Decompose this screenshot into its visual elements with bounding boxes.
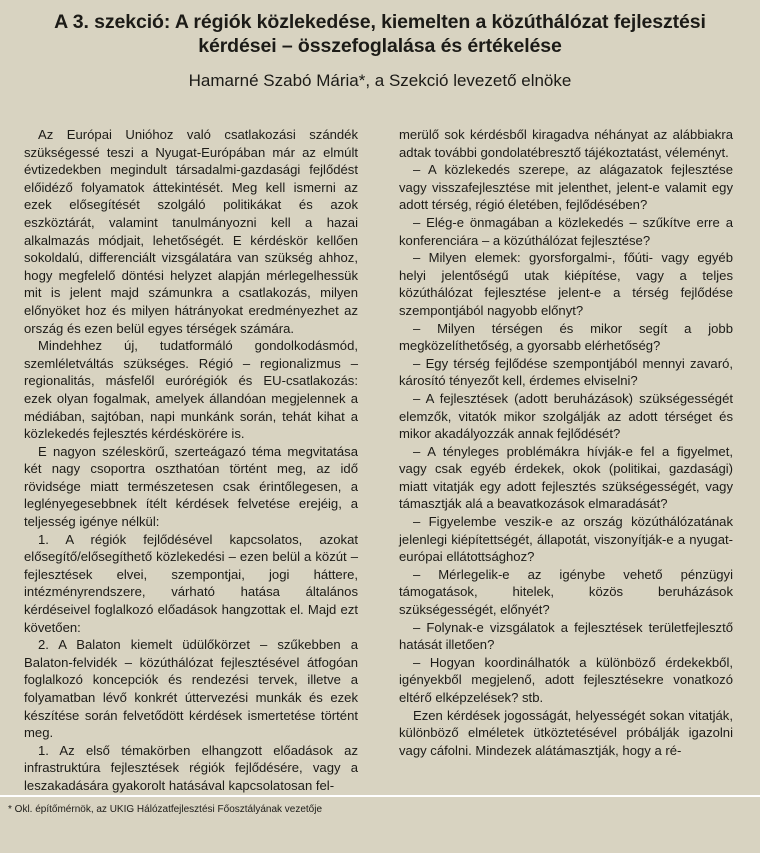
question-item: – Egy térség fejlődése szempontjából mennyi zavaró, károsító tényezőt kell, érdemes elviselni? [399,355,733,389]
paragraph: 2. A Balaton kiemelt üdülőkörzet – szűkebben a Balaton-felvidék – közúthálózat fejlesztésével átfogóan foglalkozó koncepciók és rendezési tervek, illetve a folyamatban lévő konkrét úttervezési munkák és ezek készítése során felvetődött kérdések ismertetése történt meg. [24,637,358,741]
question-item: – A tényleges problémákra hívják-e fel a figyelmet, vagy csak egyéb érdekek, okok (politikai, gazdasági) miatt vitatják egy adott fejlesztés szükségességét, vagy támasztják alá a beavatkozások elmaradását? [399,443,733,512]
paragraph: Mindehhez új, tudatformáló gondolkodásmód, szemléletváltás szükséges. Régió – regionalizmus – regionalitás, másfelől eurórégiók és EU-csatlakozás: ezek olyan fogalmak, amelyek állandóan megjelennek a médiában, sajtóban, napi munkánk során, tehát kihat a közlekedés fejlesztés kérdéskörére is. [24,338,358,442]
right-column [399,126,733,759]
left-column [24,126,358,795]
paragraph: E nagyon széleskörű, szerteágazó téma megvitatása két nagy csoportra oszthatóan történt meg, az idő rövidsége miatt természetesen csak érintőlegesen, a leglényegesebbnek ítélt kérdések felvetése erejéig, a teljesség igénye nélkül: [24,443,358,530]
paragraph: 1. Az első témakörben elhangzott előadások az infrastruktúra fejlesztések régiók fejlődésére, vagy a leszakadására gyakorolt hatásával kapcsolatosan fel- [24,742,358,793]
author-line: Hamarné Szabó Mária*, a Szekció levezető elnöke [188,71,572,90]
paragraph-continuation: merülő sok kérdésből kiragadva néhányat az alábbiakra adtak további gondolatébresztő tájékoztatást, véleményt. [399,127,733,160]
paragraph: Az Európai Unióhoz való csatlakozási szándék szükségessé teszi a Nyugat-Európában már az elmúlt évtizedekben megindult társadalmi-gazdasági fejlődést előidéző folyamatok áttekintését. Meg kell ismerni az ezek elősegítését szolgáló politikákat és azok eszköztárát, valamint tanulmányozni kell a hazai alkalmazás módjait, lehetőségét. E kérdéskör kellően sokoldalú, differenciált vizsgálatára van szükség ahhoz, hogy megfelelő döntési helyzet alapján mérlegelhessük mit is jelent majd számunkra a csatlakozás, milyen előnyöket hoz és milyen hátrányokat eredményezhet az ország és ezen belül egyes térségek számára. [24,127,358,336]
question-item: – Folynak-e vizsgálatok a fejlesztések területfejlesztő hatását illetően? [399,619,733,653]
question-item: – Mérlegelik-e az igénybe vehető pénzügyi támogatások, hitelek, közös beruházások szükségességét, előnyét? [399,566,733,618]
question-item: – Milyen térségen és mikor segít a jobb megközelíthetőség, a gyorsabb elérhetőség? [399,320,733,354]
page-title [0,10,760,58]
footnote-divider [0,795,760,797]
question-item: – A fejlesztések (adott beruházások) szükségességét elemzők, vitatók mikor szolgálják az adott térséget és mikor akadályozzák annak fejlődését? [399,390,733,442]
paragraph: Ezen kérdések jogosságát, helyességét sokan vitatják, különböző elméletek ütköztetésével próbálják igazolni vagy cáfolni. Mindezek alátámasztják, hogy a ré- [399,707,733,758]
question-item: – Elég-e önmagában a közlekedés – szűkítve erre a konferenciára – a közúthálózat fejlesztése? [399,214,733,248]
question-item: – Hogyan koordinálhatók a különböző érdekekből, igényekből megjelenő, adott fejlesztésekre vonatkozó eltérő elképzelések? stb. [399,654,733,705]
title-line-1: A 3. szekció: A régiók közlekedése, kiemelten a közúthálózat fejlesztési [54,11,706,33]
title-line-2: kérdései – összefoglalása és értékelése [198,35,562,57]
question-item: – Milyen elemek: gyorsforgalmi-, főúti- vagy egyéb helyi jelentőségű utak kiépítése, vagy a teljes közúthálózat fejlesztése jelent-e a térség fejlődése szempontjából nagyobb előnyt? [399,250,733,318]
question-item: – Figyelembe veszik-e az ország közúthálózatának jelenlegi kiépítettségét, állapotát, viszonyítják-e a nyugat-európai ellátottsághoz? [399,514,733,565]
paragraph: 1. A régiók fejlődésével kapcsolatos, azokat elősegítő/elősegíthető közlekedési – ezen belül a közút – fejlesztések elvei, szempontjai, jogi háttere, intézményrendszere, várható hatása általános kérdéseivel foglalkozó előadások hangzottak el. Majd ezt követően: [24,531,358,635]
question-item: – A közlekedés szerepe, az alágazatok fejlesztése vagy visszafejlesztése mit jelenthet, jelent-e valamit egy adott térség, régió életében, fejlődésében? [399,162,733,213]
footnote: * Okl. építőmérnök, az UKIG Hálózatfejlesztési Főosztályának vezetője [8,804,323,815]
